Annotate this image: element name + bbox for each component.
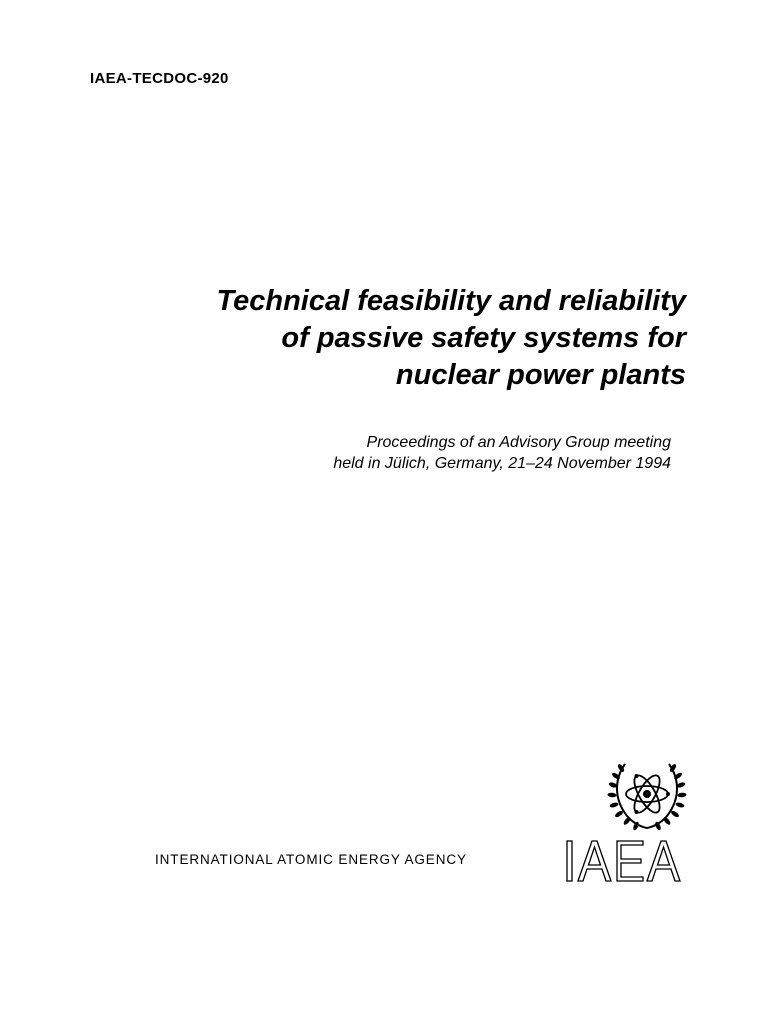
title-line: nuclear power plants [395, 359, 686, 391]
title-line: Technical feasibility and reliability [216, 285, 686, 317]
iaea-emblem-icon [605, 758, 689, 834]
document-id: IAEA-TECDOC-920 [90, 70, 229, 87]
iaea-logo-text [564, 838, 688, 884]
document-title [66, 283, 686, 394]
subtitle-line: Proceedings of an Advisory Group meeting [366, 434, 671, 451]
subtitle-line: held in Jülich, Germany, 21–24 November 1994 [333, 455, 671, 472]
document-subtitle [151, 432, 671, 474]
agency-name: INTERNATIONAL ATOMIC ENERGY AGENCY [155, 852, 467, 867]
title-line: of passive safety systems for [281, 322, 686, 354]
